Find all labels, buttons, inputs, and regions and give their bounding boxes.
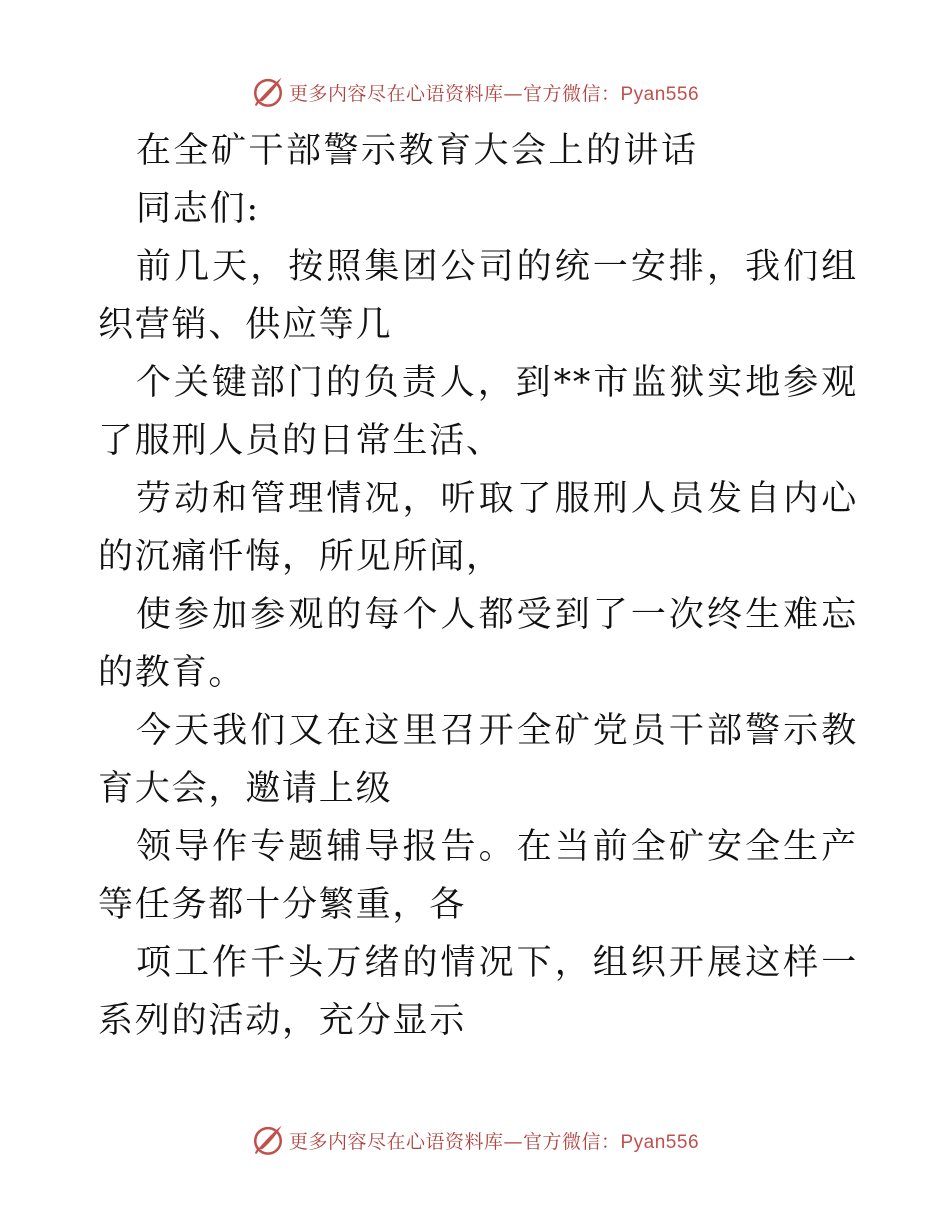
footer-wechat-id: Pyan556	[620, 1131, 700, 1153]
document-body	[98, 122, 858, 1050]
header-banner-text: 更多内容尽在心语资料库—官方微信：	[288, 82, 621, 105]
quill-logo-icon	[251, 75, 285, 109]
paragraph: 前几天，按照集团公司的统一安排，我们组织营销、供应等几	[98, 247, 858, 345]
salutation: 同志们:	[136, 189, 260, 229]
paragraph: 个关键部门的负责人，到**市监狱实地参观了服刑人员的日常生活、	[98, 363, 858, 461]
footer-banner[interactable]	[0, 1120, 950, 1160]
footer-banner-text: 更多内容尽在心语资料库—官方微信：	[288, 1130, 621, 1153]
document-title: 在全矿干部警示教育大会上的讲话	[136, 131, 699, 171]
paragraph: 领导作专题辅导报告。在当前全矿安全生产等任务都十分繁重，各	[98, 827, 858, 925]
paragraph: 今天我们又在这里召开全矿党员干部警示教育大会，邀请上级	[98, 711, 858, 809]
paragraph: 劳动和管理情况，听取了服刑人员发自内心的沉痛忏悔，所见所闻，	[98, 479, 858, 577]
paragraph: 使参加参观的每个人都受到了一次终生难忘的教育。	[98, 595, 858, 693]
quill-logo-icon	[251, 1123, 285, 1157]
header-wechat-id: Pyan556	[620, 83, 700, 105]
paragraph: 项工作千头万绪的情况下，组织开展这样一系列的活动，充分显示	[98, 943, 858, 1041]
header-banner[interactable]	[0, 72, 950, 112]
